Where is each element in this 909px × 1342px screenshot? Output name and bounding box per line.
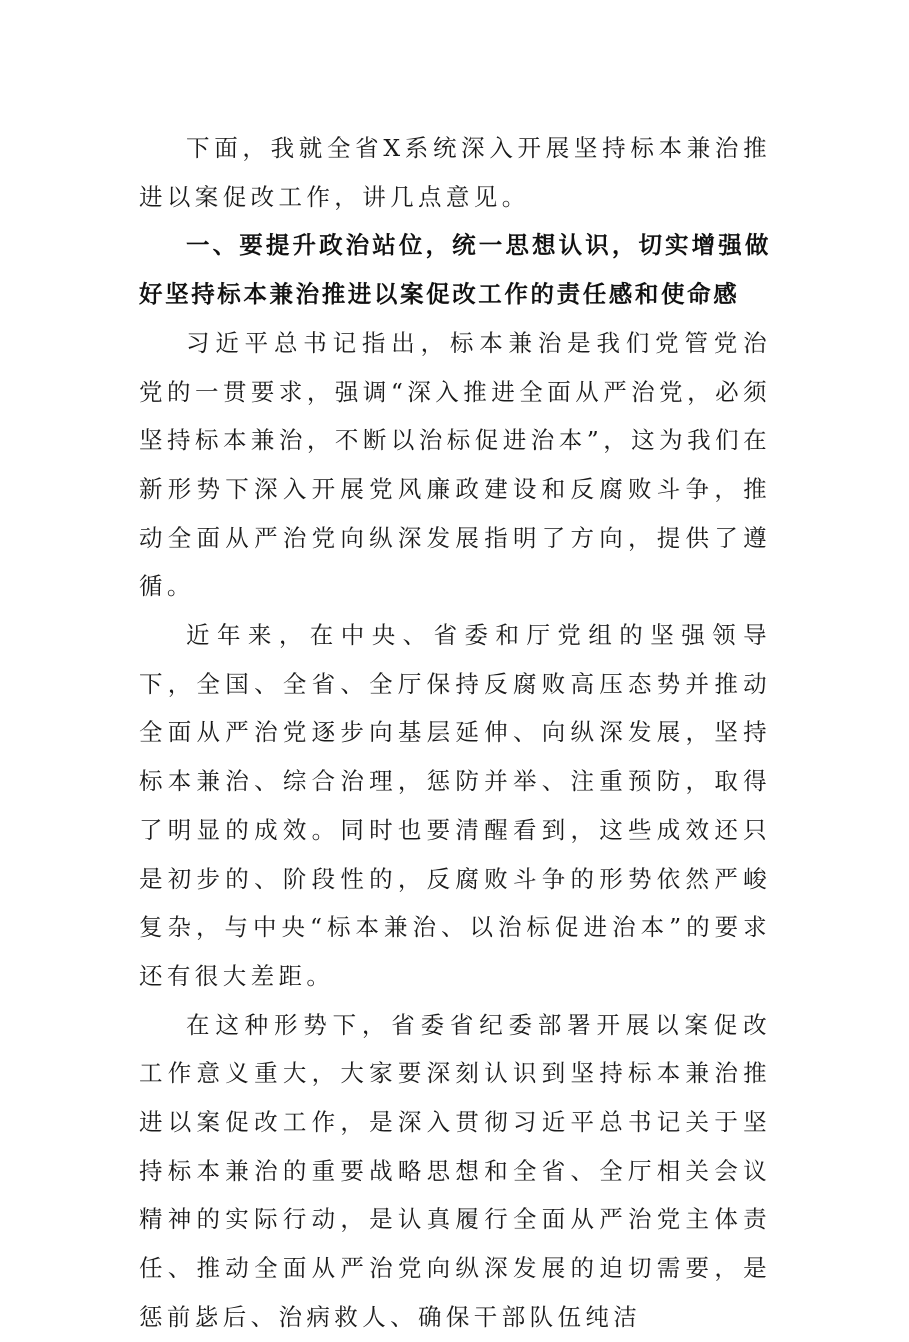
intro-paragraph: 下面，我就全省X系统深入开展坚持标本兼治推进以案促改工作，讲几点意见。	[139, 134, 771, 211]
section-heading: 一、要提升政治站位，统一思想认识，切实增强做好坚持标本兼治推进以案促改工作的责任感和使命感	[139, 231, 771, 309]
body-paragraph-1: 习近平总书记指出，标本兼治是我们党管党治党的一贯要求，强调“深入推进全面从严治党，必须坚持标本兼治，不断以治标促进治本”，这为我们在新形势下深入开展党风廉政建设和反腐败斗争，推动全面从严治党向纵深发展指明了方向，提供了遵循。	[139, 328, 771, 601]
document-body	[139, 124, 771, 1342]
body-paragraph-2: 近年来，在中央、省委和厅党组的坚强领导下，全国、全省、全厅保持反腐败高压态势并推动全面从严治党逐步向基层延伸、向纵深发展，坚持标本兼治、综合治理，惩防并举、注重预防，取得了明显的成效。同时也要清醒看到，这些成效还只是初步的、阶段性的，反腐败斗争的形势依然严峻复杂，与中央“标本兼治、以治标促进治本”的要求还有很大差距。	[139, 621, 771, 990]
body-paragraph-3: 在这种形势下，省委省纪委部署开展以案促改工作意义重大，大家要深刻认识到坚持标本兼治推进以案促改工作，是深入贯彻习近平总书记关于坚持标本兼治的重要战略思想和全省、全厅相关会议精神的实际行动，是认真履行全面从严治党主体责任、推动全面从严治党向纵深发展的迫切需要，是惩前毖后、治病救人、确保干部队伍纯洁	[139, 1010, 771, 1331]
